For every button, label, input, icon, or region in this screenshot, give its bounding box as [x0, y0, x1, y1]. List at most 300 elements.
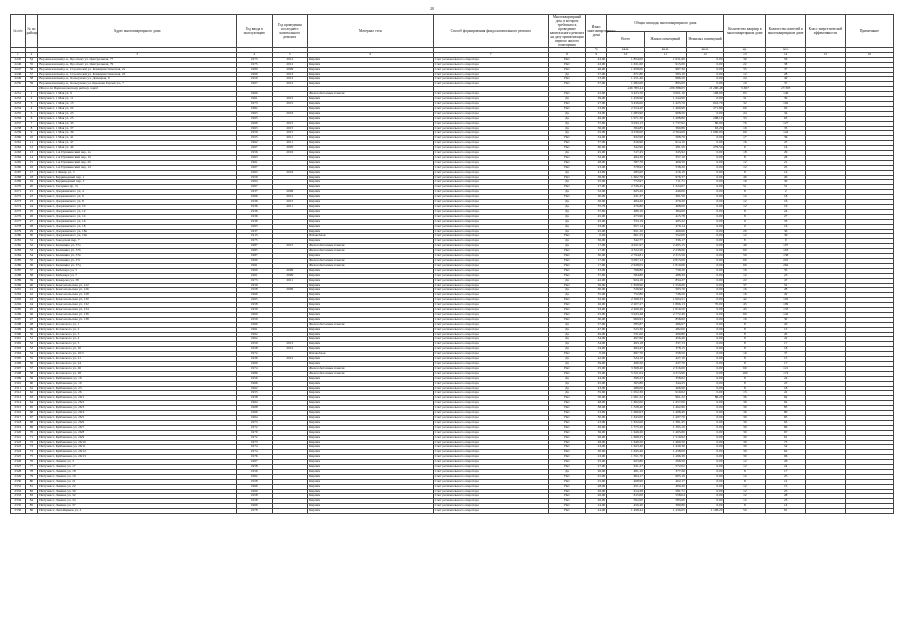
table-cell: 1958 — [236, 494, 272, 499]
table-cell: 12 — [724, 200, 766, 205]
table-cell: Счет регионального оператора — [433, 195, 548, 200]
table-cell: 100 — [724, 371, 766, 376]
table-cell: 12 — [724, 160, 766, 165]
table-cell: 2 794,81 — [607, 254, 645, 259]
table-cell: Нет — [548, 474, 586, 479]
table-cell: 30,00 — [586, 450, 607, 455]
table-cell: Кирпич — [308, 205, 434, 210]
table-cell: Счет регионального оператора — [433, 121, 548, 126]
table-cell: 36,00 — [586, 200, 607, 205]
table-cell: 2 405,15 — [644, 244, 686, 249]
table-cell: 1958 — [236, 347, 272, 352]
table-cell: 2 772,40 — [644, 312, 686, 317]
table-cell: Нет — [548, 263, 586, 268]
table-cell: 632,90 — [607, 136, 645, 141]
table-cell: 2267 — [11, 170, 26, 175]
table-cell: Да — [548, 180, 586, 185]
table-cell: 0,00 — [686, 312, 724, 317]
table-cell: 5 — [25, 111, 38, 116]
table-cell: 19 — [25, 180, 38, 185]
table-cell: Кирпич — [308, 298, 434, 303]
table-cell: 2307 — [11, 366, 26, 371]
table-cell: Железобетонные панели — [308, 366, 434, 371]
table-cell: 2257 — [11, 121, 26, 126]
table-cell: 34,00 — [586, 337, 607, 342]
table-cell: 469,50 — [644, 160, 686, 165]
table-cell: 1 519,92 — [644, 435, 686, 440]
table-cell: 146 — [766, 92, 806, 97]
table-cell: 0,00 — [686, 249, 724, 254]
table-cell: Кирпич — [308, 141, 434, 146]
table-cell: Железобетонные панели — [308, 92, 434, 97]
table-cell: 858,60 — [644, 317, 686, 322]
table-cell: Кирпич — [308, 283, 434, 288]
table-cell: Интузиаст, Куйбышева ул, 23 — [38, 386, 237, 391]
table-cell: 21 — [25, 190, 38, 195]
table-cell: 30 — [724, 445, 766, 450]
table-cell: 0,00 — [686, 141, 724, 146]
table-cell: 51 — [25, 337, 38, 342]
table-cell: 47 — [25, 317, 38, 322]
table-cell: Железобетонные панели — [308, 258, 434, 263]
table-cell: 39,00 — [586, 97, 607, 102]
table-cell: 84 — [25, 499, 38, 504]
table-cell: 76 — [25, 460, 38, 465]
col-header: Год проведения последнего капитального ремонта — [272, 15, 308, 48]
table-cell: 1967 — [236, 82, 272, 87]
table-cell: 1937 — [236, 229, 272, 234]
table-cell: Нет — [548, 136, 586, 141]
table-cell: 476,80 — [607, 205, 645, 210]
table-cell: 1956 — [236, 151, 272, 156]
table-cell: Счет регионального оператора — [433, 415, 548, 420]
table-cell: 1958 — [236, 499, 272, 504]
table-cell: 20 — [724, 229, 766, 234]
table-cell: Кирпич — [308, 415, 434, 420]
table-cell: 2251 — [11, 92, 26, 97]
table-cell: Счет регионального оператора — [433, 155, 548, 160]
table-cell: 1962 — [236, 386, 272, 391]
table-cell: 45,00 — [586, 229, 607, 234]
table-cell: Счет регионального оператора — [433, 92, 548, 97]
table-cell: Нет — [548, 489, 586, 494]
table-cell: Кирпич — [308, 77, 434, 82]
table-cell: 1964 — [236, 401, 272, 406]
table-cell: Да — [548, 151, 586, 156]
table-cell: 31 — [724, 97, 766, 102]
table-cell: 45 — [724, 303, 766, 308]
table-cell: 30 — [724, 450, 766, 455]
table-cell: Кирпич — [308, 430, 434, 435]
table-cell: Интузиаст, Куйбышева ул, 26/6 — [38, 420, 237, 425]
table-cell: 2298 — [11, 322, 26, 327]
table-cell: 1 244,90 — [644, 97, 686, 102]
table-cell: 13 — [25, 151, 38, 156]
table-cell: 1 324,07 — [644, 185, 686, 190]
table-cell: 1960 — [236, 92, 272, 97]
table-cell: 62 — [766, 401, 806, 406]
table-cell: Нет — [548, 57, 586, 62]
table-cell: 33,00 — [586, 268, 607, 273]
table-cell: 1958 — [236, 465, 272, 470]
table-cell: 490,80 — [644, 332, 686, 337]
table-cell: Нет — [548, 141, 586, 146]
table-cell: Нет — [548, 460, 586, 465]
table-cell: Счет регионального оператора — [433, 67, 548, 72]
unit-cell: ед. — [724, 48, 766, 53]
table-cell: Нет — [548, 185, 586, 190]
table-cell: Интузиаст, Комсомольская ул, 126 — [38, 288, 237, 293]
table-cell: 12 — [724, 72, 766, 77]
table-cell: 479,20 — [644, 200, 686, 205]
table-cell: 34,00 — [586, 342, 607, 347]
table-cell: 12 — [724, 205, 766, 210]
table-cell: 390,86 — [644, 126, 686, 131]
table-cell: 4 313,90 — [644, 371, 686, 376]
table-cell: 12 — [724, 484, 766, 489]
table-cell: 28,00 — [586, 484, 607, 489]
table-cell: 2314 — [11, 401, 26, 406]
table-cell: 614,10 — [644, 141, 686, 146]
table-cell: 32,00 — [586, 298, 607, 303]
table-cell: Счет регионального оператора — [433, 278, 548, 283]
table-cell: 2279 — [11, 229, 26, 234]
table-cell: Кирпич — [308, 401, 434, 406]
table-cell: 23,00 — [586, 77, 607, 82]
table-cell: 986,50 — [644, 77, 686, 82]
table-cell: 57,00 — [586, 72, 607, 77]
table-cell: 43,00 — [586, 57, 607, 62]
table-cell: 93 — [766, 106, 806, 111]
table-cell: 23,00 — [586, 165, 607, 170]
table-cell: 1 395,10 — [644, 425, 686, 430]
table-cell: 1 658,00 — [607, 67, 645, 72]
table-cell: 73 — [766, 440, 806, 445]
table-cell: 0,00 — [686, 489, 724, 494]
table-cell: 22 — [724, 278, 766, 283]
table-cell: Кирпич — [308, 484, 434, 489]
table-cell: 2281 — [11, 239, 26, 244]
table-cell: 2 813,00 — [644, 258, 686, 263]
table-cell: 584,80 — [607, 273, 645, 278]
table-cell: Интузиаст, Ленина ул, 19 — [38, 474, 237, 479]
table-row — [11, 509, 894, 514]
table-cell: Счет регионального оператора — [433, 263, 548, 268]
table-cell: 26,00 — [586, 489, 607, 494]
table-cell: 52,00 — [586, 190, 607, 195]
table-cell: 2294 — [11, 303, 26, 308]
table-cell: Нет — [548, 465, 586, 470]
table-cell: Кирпич — [308, 317, 434, 322]
table-cell: 484,45 — [607, 347, 645, 352]
table-cell: Счет регионального оператора — [433, 298, 548, 303]
table-cell: 1958 — [236, 479, 272, 484]
col-header: Количество квартир в многоквартирном доме — [724, 15, 766, 48]
table-cell: Шлакоблок — [308, 234, 434, 239]
table-cell: Да — [548, 288, 586, 293]
table-cell: 2306 — [11, 362, 26, 367]
col-header: Примечание — [845, 15, 893, 48]
table-cell: 25,00 — [586, 131, 607, 136]
table-cell: 12 — [724, 474, 766, 479]
table-cell: Счет регионального оператора — [433, 141, 548, 146]
table-cell: 2264 — [11, 155, 26, 160]
table-cell: 25 — [766, 165, 806, 170]
table-cell: 924,16 — [607, 278, 645, 283]
table-cell: Кирпич — [308, 494, 434, 499]
table-cell: 1961 — [236, 273, 272, 278]
column-number-cell: 12 — [686, 52, 724, 57]
table-cell: 5 667 — [724, 87, 766, 92]
table-cell: Счет регионального оператора — [433, 381, 548, 386]
table-cell: 0,00 — [686, 391, 724, 396]
table-cell: Счет регионального оператора — [433, 317, 548, 322]
table-cell: 1 460,50 — [644, 440, 686, 445]
table-cell: Нет — [548, 160, 586, 165]
table-cell: 1 649,20 — [607, 430, 645, 435]
table-cell: Интузиаст, 1 Мая ул, 9 — [38, 92, 237, 97]
table-cell: 2296 — [11, 312, 26, 317]
table-cell: 36 — [766, 234, 806, 239]
table-cell: 54 — [766, 445, 806, 450]
unit-cell: чел. — [766, 48, 806, 53]
table-cell: 2 — [25, 97, 38, 102]
table-cell: Нет — [548, 445, 586, 450]
table-cell: Счет регионального оператора — [433, 327, 548, 332]
table-cell: 0,00 — [686, 455, 724, 460]
table-cell: Да — [548, 362, 586, 367]
table-cell: Счет регионального оператора — [433, 420, 548, 425]
table-cell: 85 — [766, 406, 806, 411]
table-cell: Счет регионального оператора — [433, 258, 548, 263]
table-cell: Да — [548, 244, 586, 249]
table-cell: 11 280,48 — [686, 87, 724, 92]
table-cell: 8 — [724, 332, 766, 337]
table-cell: 60 — [724, 258, 766, 263]
table-cell: Кирпич — [308, 303, 434, 308]
table-cell: 37,00 — [586, 82, 607, 87]
table-cell: 2309 — [11, 376, 26, 381]
table-cell: 30 — [766, 317, 806, 322]
table-cell: 1973 — [236, 440, 272, 445]
table-cell: Интузиаст, Котовского ул, 5 — [38, 342, 237, 347]
table-cell: 43 — [25, 298, 38, 303]
table-cell: 2292 — [11, 293, 26, 298]
table-cell: Счет регионального оператора — [433, 411, 548, 416]
table-cell: Нет — [548, 401, 586, 406]
table-cell: Кирпич — [308, 278, 434, 283]
table-cell: Счет регионального оператора — [433, 185, 548, 190]
table-cell: 63 — [25, 396, 38, 401]
table-cell: 2336 — [11, 509, 26, 514]
table-cell: 12 — [25, 146, 38, 151]
table-cell: 1 462,90 — [644, 406, 686, 411]
table-cell: Интузиаст, Комсомольская ул, 122 — [38, 283, 237, 288]
table-cell: 605,10 — [644, 474, 686, 479]
table-cell: 23 — [766, 381, 806, 386]
table-cell: Кирпич — [308, 425, 434, 430]
table-cell: Кирпич — [308, 332, 434, 337]
table-cell: 1963 — [236, 224, 272, 229]
table-cell: 1962 — [236, 337, 272, 342]
table-cell: 0,00 — [686, 254, 724, 259]
table-cell: Интузиаст, Калинина ул, 37в — [38, 254, 237, 259]
table-cell: 568,50 — [644, 460, 686, 465]
table-cell: 138 — [766, 254, 806, 259]
table-cell: 24,00 — [586, 509, 607, 514]
table-cell: Да — [548, 342, 586, 347]
table-cell: 85 — [25, 504, 38, 509]
table-cell: 1962 — [236, 141, 272, 146]
table-cell: Интузиаст, Куйбышева ул, 26/10 — [38, 440, 237, 445]
table-cell: 6 — [724, 146, 766, 151]
col-header: Количество жителей в многоквартирном доме — [766, 15, 806, 48]
table-cell: 2012 — [272, 77, 308, 82]
table-cell: 37,00 — [586, 121, 607, 126]
table-cell: 377,20 — [644, 469, 686, 474]
table-cell: 31 — [25, 239, 38, 244]
table-cell: Интузиаст, Баррикадный пер, 3 — [38, 180, 237, 185]
table-cell: Счет регионального оператора — [433, 62, 548, 67]
table-cell: 1 643,00 — [607, 415, 645, 420]
table-cell: Нет — [548, 440, 586, 445]
table-cell: 2005 — [272, 146, 308, 151]
table-cell: 2312 — [11, 391, 26, 396]
table-cell: Интузиаст, Куйбышева ул, 26 — [38, 391, 237, 396]
table-cell: Да — [548, 131, 586, 136]
table-cell: 35,76 — [586, 205, 607, 210]
table-cell: 552,00 — [644, 234, 686, 239]
table-cell: 1990 — [236, 258, 272, 263]
table-cell: 16 — [766, 200, 806, 205]
table-cell: Да — [548, 337, 586, 342]
table-cell: Счет регионального оператора — [433, 160, 548, 165]
table-cell: 43,00 — [586, 386, 607, 391]
column-number-cell: 2 — [25, 52, 38, 57]
table-cell: 9 — [25, 131, 38, 136]
table-cell: 25 — [766, 489, 806, 494]
table-cell: Да — [548, 381, 586, 386]
table-cell: 26,00 — [586, 435, 607, 440]
table-cell: Кирпич — [308, 268, 434, 273]
table-cell: 121 — [766, 366, 806, 371]
table-cell: 2 254,20 — [607, 106, 645, 111]
table-cell: 52 — [25, 342, 38, 347]
table-cell: 450,40 — [607, 504, 645, 509]
table-cell: 18 — [766, 347, 806, 352]
table-cell: Нет — [548, 366, 586, 371]
table-cell: 479,14 — [644, 224, 686, 229]
table-cell: 1 631,60 — [644, 57, 686, 62]
table-cell: 206 388,65 — [644, 87, 686, 92]
table-cell: 2 — [766, 190, 806, 195]
table-cell: Интузиаст, 1-й Пушкинский пер, 1а — [38, 151, 237, 156]
table-cell: 489,10 — [607, 209, 645, 214]
table-cell: 27,00 — [586, 185, 607, 190]
table-cell: Интузиаст, Калинина ул, 37б — [38, 249, 237, 254]
table-cell: 35,00 — [586, 371, 607, 376]
table-cell: Интузиаст, Ленина ул, 32 — [38, 494, 237, 499]
table-cell: 0,00 — [686, 376, 724, 381]
table-cell: 22 — [766, 337, 806, 342]
table-cell: Счет регионального оператора — [433, 190, 548, 195]
table-cell: 2299 — [11, 327, 26, 332]
table-cell: Железобетонные панели — [308, 322, 434, 327]
table-cell: 2321 — [11, 435, 26, 440]
table-cell: 30 — [25, 234, 38, 239]
table-cell: 1967 — [236, 460, 272, 465]
column-number-cell: 4 — [236, 52, 272, 57]
table-cell: 895,00 — [644, 82, 686, 87]
table-cell: 2012 — [272, 195, 308, 200]
table-cell: 36 — [766, 136, 806, 141]
table-cell: 37 — [766, 67, 806, 72]
table-cell: 631,27 — [607, 465, 645, 470]
table-cell: 2015 — [272, 126, 308, 131]
table-cell: 37 — [25, 268, 38, 273]
table-cell: 36 — [724, 396, 766, 401]
table-cell: Ворошиловский р-н, Хользунова ул. Донецкая, 9 — [38, 77, 237, 82]
table-cell: 0,00 — [686, 62, 724, 67]
table-cell: 1959 — [236, 283, 272, 288]
table-cell: 2256 — [11, 116, 26, 121]
table-cell: 52 — [766, 283, 806, 288]
table-cell: 378,15 — [644, 347, 686, 352]
table-cell: Да — [548, 111, 586, 116]
table-cell: Нет — [548, 106, 586, 111]
table-cell: 344,25 — [644, 381, 686, 386]
table-cell: 12 — [724, 195, 766, 200]
table-cell: 481,10 — [607, 469, 645, 474]
table-cell: 55 — [25, 357, 38, 362]
table-cell: 466,90 — [644, 386, 686, 391]
table-cell: Нет — [548, 273, 586, 278]
table-cell: 12 — [766, 479, 806, 484]
table-cell: Счет регионального оператора — [433, 116, 548, 121]
table-cell: 12 — [724, 494, 766, 499]
table-cell: 2269 — [11, 180, 26, 185]
table-cell: 286,00 — [607, 386, 645, 391]
table-cell: Кирпич — [308, 396, 434, 401]
table-cell: 35 — [724, 67, 766, 72]
table-cell: 1991 — [236, 263, 272, 268]
table-cell: 468,90 — [607, 479, 645, 484]
table-cell: 2323 — [11, 445, 26, 450]
table-cell: 1 559,60 — [644, 283, 686, 288]
table-cell: 2300 — [11, 332, 26, 337]
table-cell: 0,00 — [686, 499, 724, 504]
table-cell: Интузиаст, Комсомольская ул, 130 — [38, 298, 237, 303]
table-cell: 2012 — [272, 82, 308, 87]
table-cell: 8 — [724, 362, 766, 367]
table-cell: 3 043,48 — [607, 312, 645, 317]
table-cell: Да — [548, 121, 586, 126]
table-cell: 1959 — [236, 77, 272, 82]
table-cell: 2009 — [272, 288, 308, 293]
table-cell: 0,00 — [686, 327, 724, 332]
table-cell: 2277 — [11, 219, 26, 224]
table-cell: Нет — [548, 455, 586, 460]
table-cell: 73 — [25, 445, 38, 450]
table-cell: 1974 — [236, 366, 272, 371]
table-cell: 60 — [724, 249, 766, 254]
table-cell: 298,10 — [686, 116, 724, 121]
table-cell: 2013 — [272, 342, 308, 347]
table-cell: 69 — [766, 425, 806, 430]
table-cell: 969,93 — [607, 317, 645, 322]
table-cell: 987,30 — [644, 67, 686, 72]
table-cell: 1 819,50 — [644, 308, 686, 313]
